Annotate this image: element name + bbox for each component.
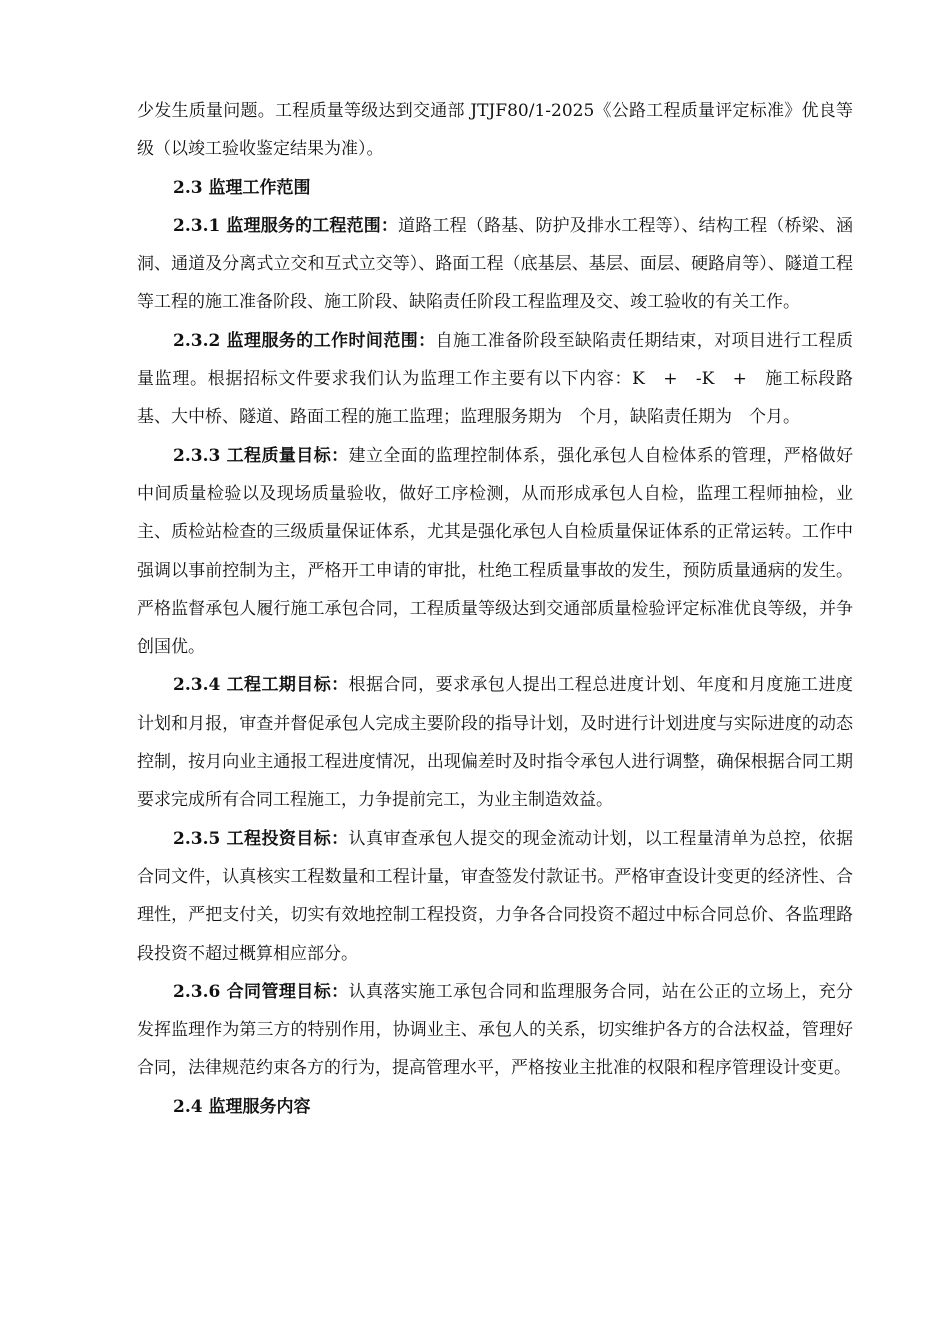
paragraph-label: 2.3.4 工程工期目标： [173, 675, 349, 696]
paragraph-2-3-1 [137, 207, 853, 322]
paragraph-2-3-3 [137, 437, 853, 667]
paragraph-body: 建立全面的监理控制体系，强化承包人自检体系的管理，严格做好中间质量检验以及现场质量验收，做好工序检测，从而形成承包人自检，监理工程师抽检，业主、质检站检查的三级质量保证体系，尤其是强化承包人自检质量保证体系的正常运转。工作中强调以事前控制为主，严格开工申请的审批，杜绝工程质量事故的发生，预防质量通病的发生。严格监督承包人履行施工承包合同，工程质量等级达到交通部质量检验评定标准优良等级，并争创国优。 [137, 445, 854, 658]
paragraph-body: 道路工程（路基、防护及排水工程等）、结构工程（桥梁、涵洞、通道及分离式立交和互式立交等）、路面工程（底基层、基层、面层、硬路肩等）、隧道工程等工程的施工准备阶段、施工阶段、缺陷责任阶段工程监理及交、竣工验收的有关工作。 [137, 215, 854, 313]
paragraph-label: 2.3.6 合同管理目标： [173, 981, 349, 1002]
paragraph-body: 认真审查承包人提交的现金流动计划，以工程量清单为总控，依据合同文件，认真核实工程数量和工程计量，审查签发付款证书。严格审查设计变更的经济性、合理性，严把支付关，切实有效地控制工程投资，力争各合同投资不超过中标合同总价、各监理路段投资不超过概算相应部分。 [137, 828, 854, 964]
paragraph-body: 认真落实施工承包合同和监理服务合同，站在公正的立场上，充分发挥监理作为第三方的特别作用，协调业主、承包人的关系，切实维护各方的合法权益，管理好合同，法律规范约束各方的行为，提高管理水平，严格按业主批准的权限和程序管理设计变更。 [137, 981, 854, 1079]
paragraph-body: 根据合同，要求承包人提出工程总进度计划、年度和月度施工进度计划和月报，审查并督促承包人完成主要阶段的指导计划，及时进行计划进度与实际进度的动态控制，按月向业主通报工程进度情况，出现偏差时及时指令承包人进行调整，确保根据合同工期要求完成所有合同工程施工，力争提前完工，为业主制造效益。 [137, 675, 854, 811]
paragraph-2-3-6 [137, 973, 853, 1088]
section-heading-2-3: 2.3 监理工作范围 [173, 177, 311, 198]
paragraph-2-3-4 [137, 666, 853, 819]
document-page [137, 92, 853, 1126]
section-heading-2-4: 2.4 监理服务内容 [173, 1096, 311, 1117]
paragraph-2-3-5 [137, 820, 853, 973]
paragraph-2-3-2 [137, 322, 853, 437]
paragraph-label: 2.3.2 监理服务的工作时间范围： [173, 330, 436, 351]
paragraph-label: 2.3.1 监理服务的工程范围： [173, 215, 399, 236]
paragraph-label: 2.3.5 工程投资目标： [173, 828, 349, 849]
intro-paragraph: 少发生质量问题。工程质量等级达到交通部 JTJF80/1-2025《公路工程质量评定标准》优良等级（以竣工验收鉴定结果为准）。 [137, 101, 853, 160]
paragraph-label: 2.3.3 工程质量目标： [173, 445, 349, 466]
paragraph-body: 自施工准备阶段至缺陷责任期结束，对项目进行工程质量监理。根据招标文件要求我们认为监理工作主要有以下内容：K + -K + 施工标段路基、大中桥、隧道、路面工程的施工监理；监理服务期为 个月，缺陷责任期为 个月。 [137, 330, 854, 428]
